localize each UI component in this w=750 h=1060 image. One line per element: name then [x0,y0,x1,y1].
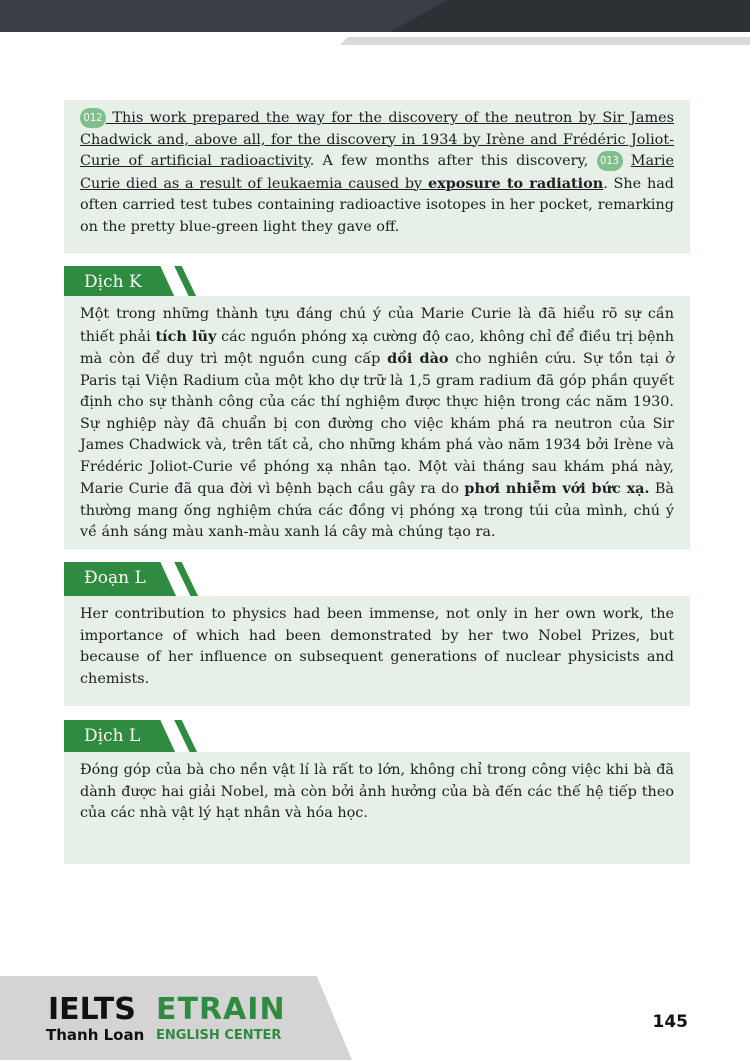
paragraph-l-text: Her contribution to physics had been immense, not only in her own work, the importance of which had been demonstrated by her two Nobel Prizes, but because of her influence on subsequent generations of nuclear physicists and chemists. [80,606,674,687]
header-stripe [340,37,750,45]
header-bar-accent [390,0,750,32]
text-segment: cho nghiên cứu. Sự tồn tại ở Paris tại Viện Radium của một kho dự trữ là 1,5 gram radium đã góp phần quyết định cho sự thành công của các thí nghiệm được thực hiện trong các năm 1930. Sự nghiệp này đã chuẩn bị con đường cho việc khám phá ra neutron của Sir James Chadwick và, trên tất cả, cho những khám phá vào năm 1934 bởi Irène và Frédéric Joliot-Curie về phóng xạ nhân tạo. Một vài tháng sau khám phá này, Marie Curie đã qua đời vì bệnh bạch cầu gây ra do [80,351,675,497]
bold-keyword: dồi dào [387,350,449,367]
logo-english-center: ENGLISH CENTER [156,1028,282,1043]
bold-keyword: phơi nhiễm với bức xạ. [464,480,650,497]
logo-etrain: ETRAIN [156,992,286,1027]
logo-thanh-loan: Thanh Loan [46,1026,145,1044]
translation-k-text [80,304,674,544]
question-badge-013: 013 [597,151,623,171]
text-segment: các nguồn phóng xạ cường độ cao, không chỉ để điều trị bệnh mà còn để duy trì một nguồn cung cấp [80,328,674,367]
text-segment: . She had often carried test tubes containing radioactive isotopes in her pocket, remarking on the pretty blue-green light they gave off. [80,175,674,235]
section-tab-dich-l [64,720,204,754]
tab-label: Đoạn L [84,568,146,588]
text-segment: Marie Curie died as a result of leukaemia caused by [80,153,675,192]
section-tab-doan-l [64,562,204,596]
paragraph-l-english [64,596,690,706]
translation-l-text: Đóng góp của bà cho nền vật lí là rất to lớn, không chỉ trong công việc khi bà đã dành được hai giải Nobel, mà còn bởi ảnh hưởng của bà đến các thế hệ tiếp theo của các nhà vật lý hạt nhân và hóa học. [80,762,674,821]
section-tab-dich-k [64,266,204,300]
logo-ielts: IELTS [48,992,136,1027]
paragraph-k-english [64,100,690,253]
question-badge-012: 012 [80,108,106,128]
translation-l [64,752,690,864]
underlined-answer-012: This work prepared the way for the discovery of the neutron by Sir James Chadwick and, above all, for the discovery in 1934 by Irène and Frédéric Joliot-Curie of artificial radioactivity [80,110,674,169]
text-segment: Một trong những thành tựu đáng chú ý của Marie Curie là đã hiểu rõ sự cần thiết phải [80,306,674,345]
text-segment: Bà thường mang ống nghiệm chứa các đồng vị phóng xạ trong túi của mình, chú ý về ánh sáng màu xanh-màu xanh lá cây mà chúng tạo ra. [80,481,674,540]
translation-k [64,296,690,549]
tab-label: Dịch K [84,272,142,292]
tab-label: Dịch L [84,726,141,746]
paragraph-k-text [80,108,674,238]
text-segment: . A few months after this discovery, [309,153,597,169]
page-number: 145 [652,1012,688,1032]
bold-keyword: tích lũy [155,327,217,345]
bold-keyword: exposure to radiation [427,174,604,192]
